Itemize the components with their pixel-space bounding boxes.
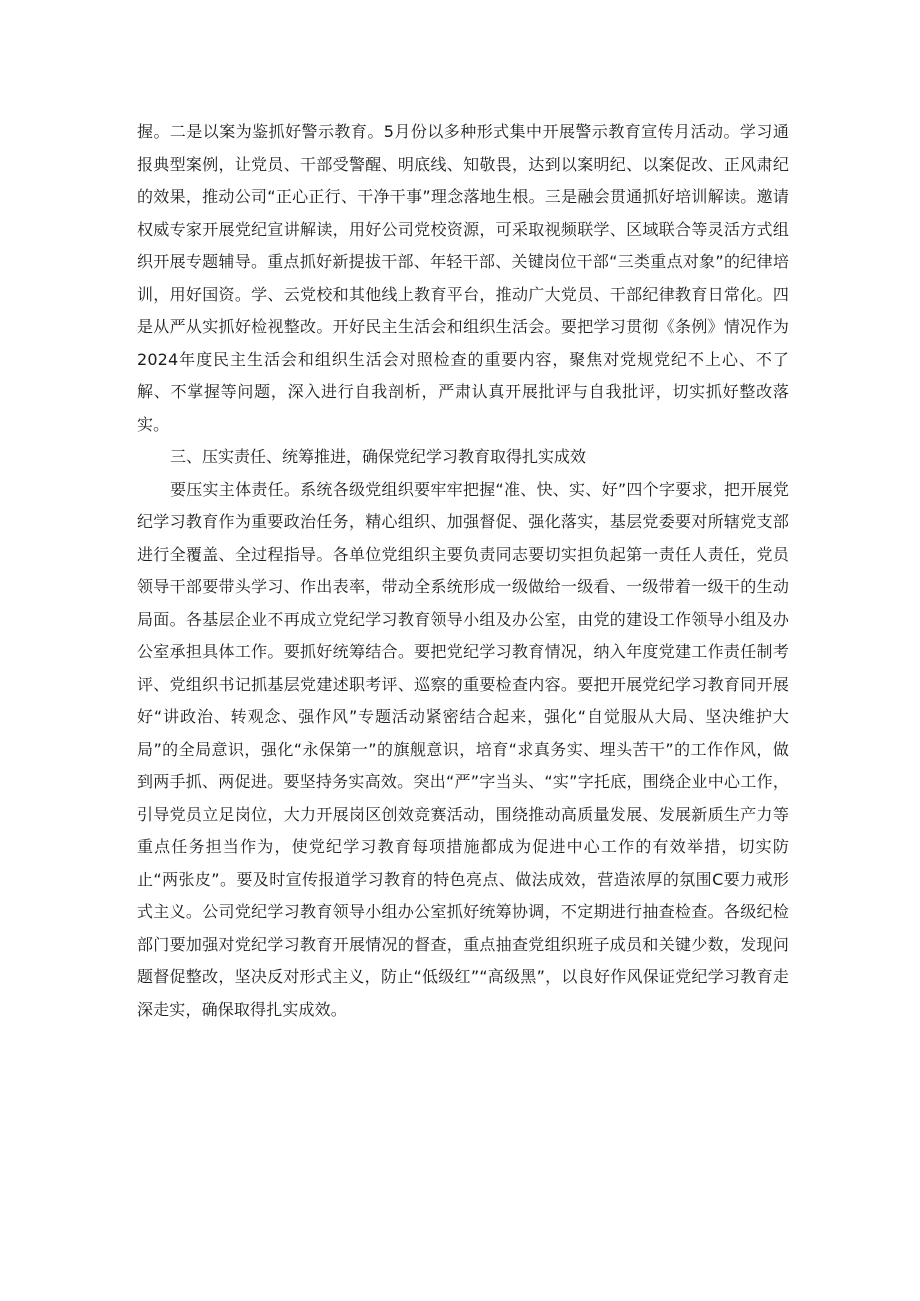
section-heading-3: 三、压实责任、统筹推进，确保党纪学习教育取得扎实成效 xyxy=(170,447,587,466)
document-body xyxy=(137,116,789,1026)
paragraph-section-3: 要压实主体责任。系统各级党组织要牢牢把握“准、快、实、好”四个字要求，把开展党纪学习教育作为重要政治任务，精心组织、加强督促、强化落实，基层党委要对所辖党支部进行全覆盖、全过程指导。各单位党组织主要负责同志要切实担负起第一责任人责任，党员领导干部要带头学习、作出表率，带动全系统形成一级做给一级看、一级带着一级干的生动局面。各基层企业不再成立党纪学习教育领导小组及办公室，由党的建设工作领导小组及办公室承担具体工作。要抓好统筹结合。要把党纪学习教育情况，纳入年度党建工作责任制考评、党组织书记抓基层党建述职考评、巡察的重要检查内容。要把开展党纪学习教育同开展好“讲政治、转观念、强作风”专题活动紧密结合起来，强化“自觉服从大局、坚决维护大局”的全局意识，强化“永保第一”的旗舰意识，培育“求真务实、埋头苦干”的工作作风，做到两手抓、两促进。要坚持务实高效。突出“严”字当头、“实”字托底，围绕企业中心工作，引导党员立足岗位，大力开展岗区创效竞赛活动，围绕推动高质量发展、发展新质生产力等重点任务担当作为，使党纪学习教育每项措施都成为促进中心工作的有效举措，切实防止“两张皮”。要及时宣传报道学习教育的特色亮点、做法成效，营造浓厚的氛围C要力戒形式主义。公司党纪学习教育领导小组办公室抓好统筹协调，不定期进行抽查检查。各级纪检部门要加强对党纪学习教育开展情况的督查，重点抽查党组织班子成员和关键少数，发现问题督促整改，坚决反对形式主义，防止“低级红”“高级黑”，以良好作风保证党纪学习教育走深走实，确保取得扎实成效。 xyxy=(137,479,789,1019)
paragraph-continuation: 握。二是以案为鉴抓好警示教育。5月份以多种形式集中开展警示教育宣传月活动。学习通报典型案例，让党员、干部受警醒、明底线、知敬畏，达到以案明纪、以案促改、正风肃纪的效果，推动公司“正心正行、干净干事”理念落地生根。三是融会贯通抓好培训解读。邀请权威专家开展党纪宣讲解读，用好公司党校资源，可采取视频联学、区域联合等灵活方式组织开展专题辅导。重点抓好新提拔干部、年轻干部、关键岗位干部“三类重点对象”的纪律培训，用好国资。学、云党校和其他线上教育平台，推动广大党员、干部纪律教育日常化。四是从严从实抓好检视整改。开好民主生活会和组织生活会。要把学习贯彻《条例》情况作为2024年度民主生活会和组织生活会对照检查的重要内容，聚焦对党规党纪不上心、不了解、不掌握等问题，深入进行自我剖析，严肃认真开展批评与自我批评，切实抓好整改落实。 xyxy=(137,122,789,434)
